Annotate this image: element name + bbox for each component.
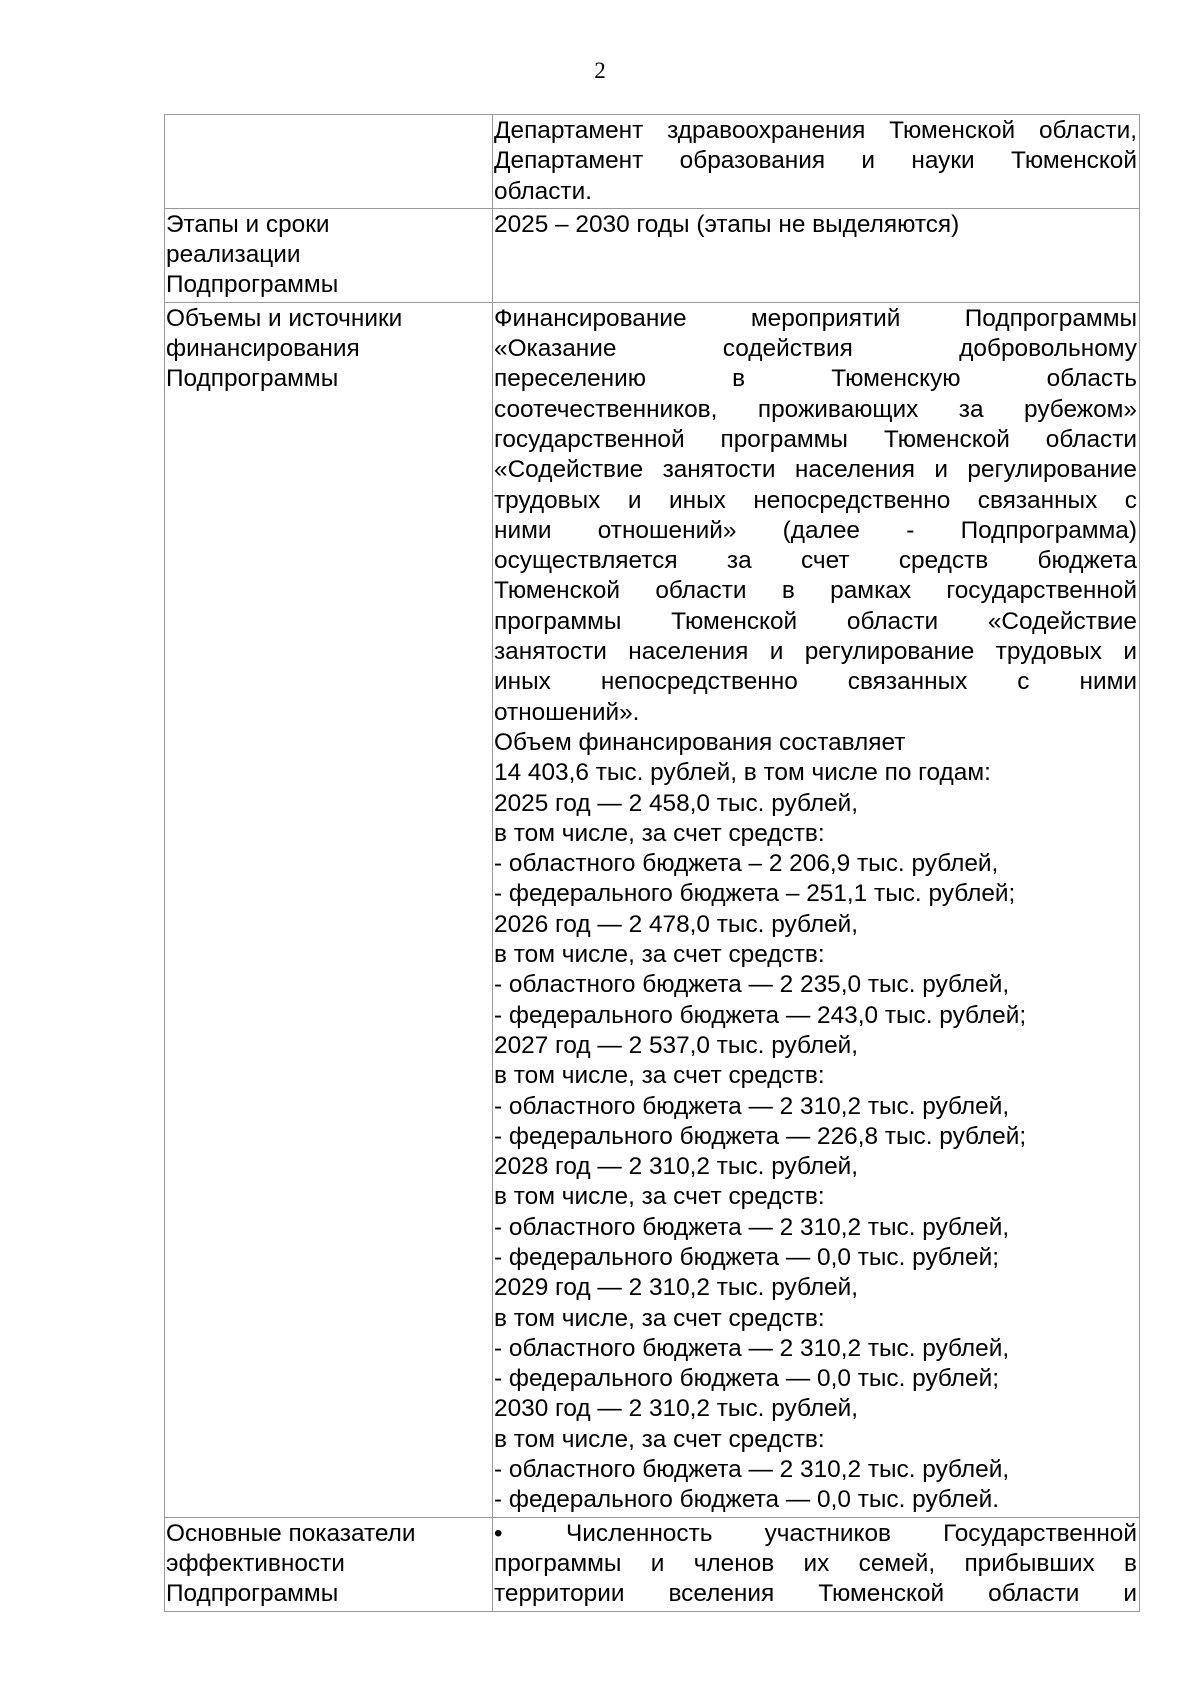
content-line: - федерального бюджета — 0,0 тыс. рублей; (494, 1243, 999, 1271)
content-line: занятости населения и регулирование трудовых и (494, 638, 1137, 666)
content-line: 2025 – 2030 годы (этапы не выделяются) (494, 210, 960, 238)
row-label-line: Подпрограммы (166, 365, 339, 393)
content-line: программы Тюменской области «Содействие (494, 607, 1137, 635)
content-line: «Содействие занятости населения и регулирование (494, 456, 1137, 484)
row-label-cell (165, 1517, 493, 1611)
content-line-text: Численность участников Государственной (566, 1519, 1137, 1547)
content-line-bulleted (494, 1519, 1137, 1549)
content-line: соотечественников, проживающих за рубежом» (494, 395, 1137, 423)
content-line: Тюменской области в рамках государственной (494, 577, 1137, 605)
content-line: в том числе, за счет средств: (494, 819, 825, 847)
row-label-line: реализации (166, 241, 301, 269)
content-line: в том числе, за счет средств: (494, 1304, 825, 1332)
content-line: в том числе, за счет средств: (494, 1183, 825, 1211)
content-line: Финансирование мероприятий Подпрограммы (494, 304, 1137, 332)
content-line: в том числе, за счет средств: (494, 1425, 825, 1453)
content-line: - областного бюджета — 2 235,0 тыс. рублей, (494, 971, 1010, 999)
content-line: 2030 год — 2 310,2 тыс. рублей, (494, 1395, 859, 1423)
content-line: - федерального бюджета — 226,8 тыс. рублей; (494, 1122, 1027, 1150)
content-line: - федерального бюджета — 0,0 тыс. рублей. (494, 1486, 999, 1514)
content-line: Департамент образования и науки Тюменской (494, 147, 1137, 175)
content-line: программы и членов их семей, прибывших в (494, 1549, 1137, 1577)
row-label-line: Этапы и сроки (166, 210, 330, 238)
row-label-line: Объемы и источники (166, 304, 403, 332)
page-number: 2 (594, 58, 606, 83)
content-line: области. (494, 177, 593, 205)
content-line: - федерального бюджета — 243,0 тыс. рублей; (494, 1001, 1027, 1029)
row-label-line: Подпрограммы (166, 1580, 339, 1608)
content-line: отношений». (494, 698, 640, 726)
content-line: - федерального бюджета — 0,0 тыс. рублей; (494, 1365, 999, 1393)
bullet-icon: • (494, 1519, 503, 1547)
row-content-cell (493, 302, 1140, 1517)
content-line: - областного бюджета — 2 310,2 тыс. рублей, (494, 1213, 1010, 1241)
content-line: государственной программы Тюменской области (494, 425, 1137, 453)
content-line: территории вселения Тюменской области и (494, 1580, 1137, 1608)
content-line: в том числе, за счет средств: (494, 1062, 825, 1090)
row-content-cell (493, 208, 1140, 302)
table-row-funding (165, 302, 1140, 1517)
row-label-line: Подпрограммы (166, 271, 339, 299)
table-row-executors (165, 115, 1140, 209)
table-row-indicators (165, 1517, 1140, 1611)
content-line: «Оказание содействия добровольному (494, 335, 1137, 363)
row-label-cell (165, 115, 493, 209)
table-row-stages (165, 208, 1140, 302)
content-line: 2025 год — 2 458,0 тыс. рублей, (494, 789, 859, 817)
content-line: 2029 год — 2 310,2 тыс. рублей, (494, 1274, 859, 1302)
row-label-line: эффективности (166, 1549, 345, 1577)
content-line: ними отношений» (далее - Подпрограмма) (494, 516, 1137, 544)
content-line: в том числе, за счет средств: (494, 941, 825, 969)
content-line: Объем финансирования составляет (494, 728, 906, 756)
content-line: - областного бюджета — 2 310,2 тыс. рублей, (494, 1334, 1010, 1362)
content-line: трудовых и иных непосредственно связанных с (494, 486, 1137, 514)
content-line: 14 403,6 тыс. рублей, в том числе по годам: (494, 759, 991, 787)
content-line: - федерального бюджета – 251,1 тыс. рублей; (494, 880, 1016, 908)
content-line: переселению в Тюменскую область (494, 365, 1137, 393)
content-line: осуществляется за счет средств бюджета (494, 547, 1137, 575)
row-label-cell (165, 302, 493, 1517)
row-label-line: Основные показатели (166, 1519, 416, 1547)
row-content-cell (493, 115, 1140, 209)
content-line: Департамент здравоохранения Тюменской области, (494, 117, 1137, 144)
content-line: 2026 год — 2 478,0 тыс. рублей, (494, 910, 859, 938)
passport-table (164, 114, 1140, 1612)
content-line: - областного бюджета — 2 310,2 тыс. рублей, (494, 1456, 1010, 1484)
row-label-cell (165, 208, 493, 302)
content-line: - областного бюджета — 2 310,2 тыс. рублей, (494, 1092, 1010, 1120)
row-content-cell (493, 1517, 1140, 1611)
content-line: - областного бюджета – 2 206,9 тыс. рублей, (494, 850, 999, 878)
content-line: 2028 год — 2 310,2 тыс. рублей, (494, 1153, 859, 1181)
content-line: иных непосредственно связанных с ними (494, 668, 1137, 696)
content-line: 2027 год — 2 537,0 тыс. рублей, (494, 1031, 859, 1059)
row-label-line: финансирования (166, 335, 360, 363)
